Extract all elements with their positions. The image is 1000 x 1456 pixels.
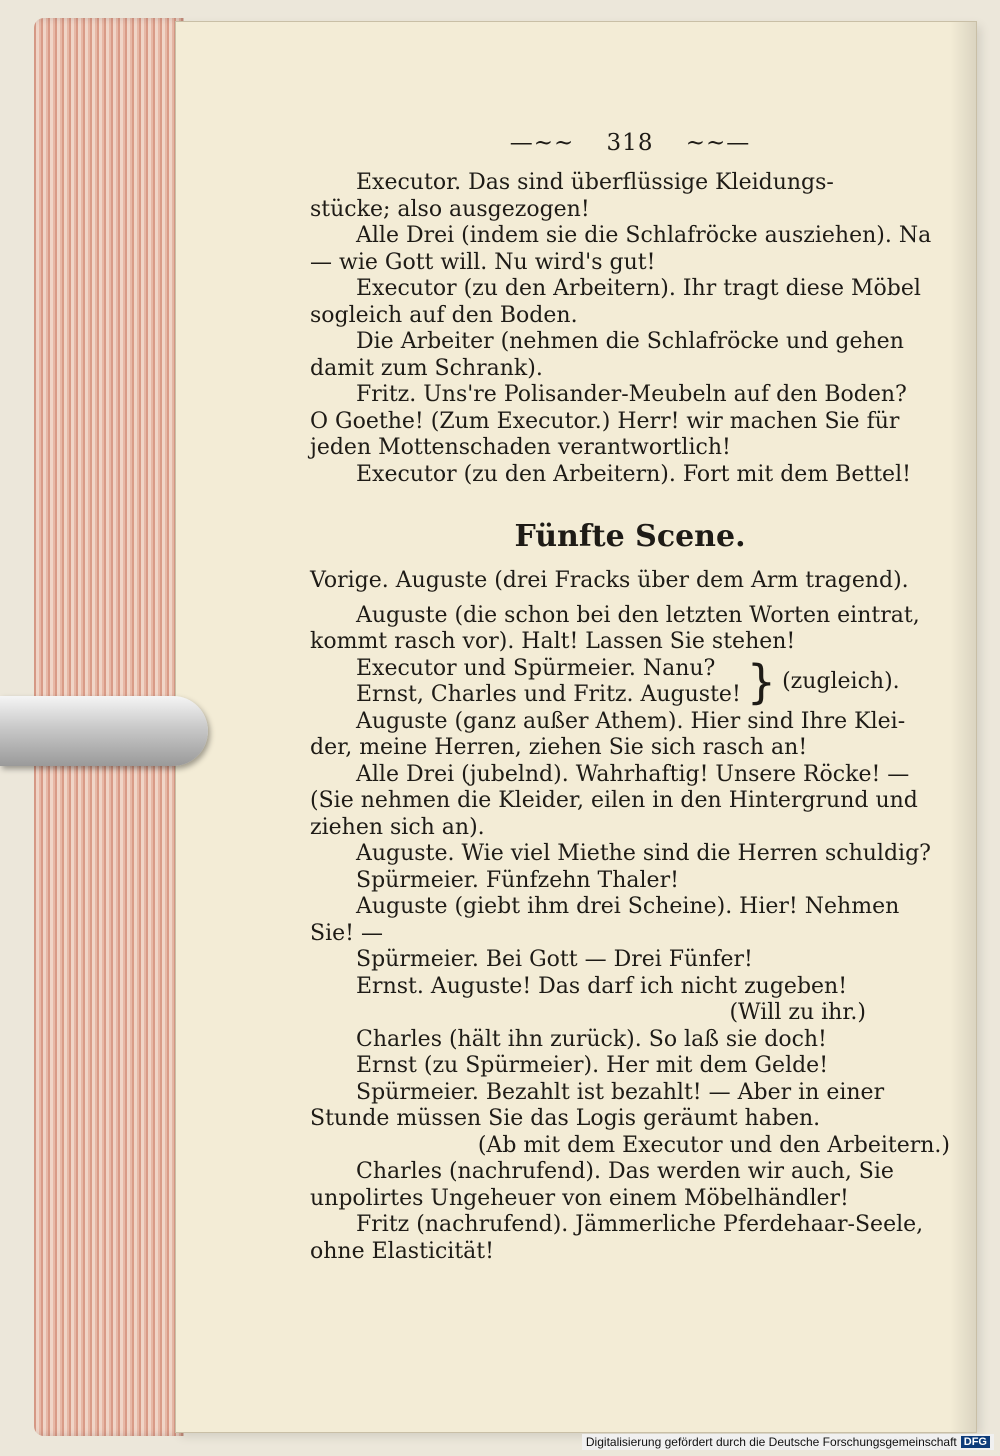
page-number — [310, 130, 950, 156]
text-line: Stunde müssen Sie das Logis geräumt haben. — [310, 1106, 821, 1131]
text-line: Die Arbeiter (nehmen die Schlafröcke und gehen — [356, 329, 904, 354]
text-line: ohne Elasticität! — [310, 1238, 494, 1264]
text-line: jeden Mottenschaden verantwortlich! — [310, 435, 731, 460]
text-line: Executor. Das sind überflüssige Kleidungs- — [356, 170, 834, 195]
text-line: kommt rasch vor). Halt! Lassen Sie stehen! — [310, 629, 796, 654]
dfg-logo: DFG — [961, 1436, 990, 1448]
text-line: Executor (zu den Arbeitern). Ihr tragt diese Möbel — [356, 276, 921, 301]
text-line: Executor (zu den Arbeitern). Fort mit dem Bettel! — [356, 461, 911, 487]
simultaneous-speech — [310, 656, 950, 709]
page-number-value: 318 — [606, 130, 654, 156]
text-line: Fritz. Uns're Polisander-Meubeln auf den Boden? — [356, 382, 907, 407]
dialogue-before-scene — [310, 170, 950, 488]
page-text — [310, 130, 950, 1265]
text-line: Sie! — — [310, 920, 383, 946]
footer-text: Digitalisierung gefördert durch die Deutsche Forschungsgemeinschaft — [585, 1435, 957, 1449]
text-line: Auguste (giebt ihm drei Scheine). Hier! Nehmen — [356, 894, 900, 919]
page-gutter-shadow — [950, 22, 976, 1432]
text-line: Auguste. Wie viel Miethe sind die Herren schuldig? — [356, 841, 931, 866]
text-line: Spürmeier. Fünfzehn Thaler! — [356, 867, 679, 893]
text-line: Alle Drei (indem sie die Schlafröcke ausziehen). Na — [356, 223, 932, 248]
text-line: Alle Drei (jubelnd). Wahrhaftig! Unsere Röcke! — — [356, 761, 910, 787]
digitization-footer — [582, 1434, 994, 1450]
text-line: — wie Gott will. Nu wird's gut! — [310, 249, 656, 275]
text-line: ziehen sich an). — [310, 814, 485, 840]
text-line: stücke; also ausgezogen! — [310, 196, 590, 222]
text-line: (Sie nehmen die Kleider, eilen in den Hintergrund und — [310, 788, 918, 813]
text-line: Spürmeier. Bei Gott — Drei Fünfer! — [356, 947, 753, 972]
simultaneous-note: (zugleich). — [782, 668, 900, 694]
text-line: Auguste (die schon bei den letzten Worten eintrat, — [356, 602, 920, 628]
text-line: Charles (nachrufend). Das werden wir auch, Sie — [356, 1159, 894, 1184]
book-page — [176, 22, 976, 1432]
text-line: Ernst, Charles und Fritz. Auguste! — [356, 682, 741, 707]
text-line: sogleich auf den Boden. — [310, 302, 578, 328]
text-line: damit zum Schrank). — [310, 355, 543, 381]
text-line: Ernst (zu Spürmeier). Her mit dem Gelde! — [356, 1053, 829, 1078]
text-line: Fritz (nachrufend). Jämmerliche Pferdehaar-Seele, — [356, 1212, 924, 1237]
page-number-ornament-left: —~~ — [509, 130, 575, 156]
text-line: Executor und Spürmeier. Nanu? — [356, 655, 716, 681]
simultaneous-lines — [310, 656, 741, 709]
spacer — [310, 595, 950, 603]
brace-glyph: } — [746, 655, 777, 709]
scene-cast: Vorige. Auguste (drei Fracks über dem Arm tragend). — [310, 568, 909, 593]
text-line: Auguste (ganz außer Athem). Hier sind Ihre Klei- — [356, 708, 906, 734]
text-line: O Goethe! (Zum Executor.) Herr! wir machen Sie für — [310, 408, 900, 434]
text-line: unpolirtes Ungeheuer von einem Möbelhändler! — [310, 1185, 849, 1211]
text-line: Spürmeier. Bezahlt ist bezahlt! — Aber in einer — [356, 1079, 885, 1105]
stage-direction: (Will zu ihr.) — [729, 1000, 866, 1025]
page-number-ornament-right: ~~— — [685, 130, 751, 156]
scene-heading: Fünfte Scene. — [514, 519, 746, 554]
stage-direction: (Ab mit dem Executor und den Arbeitern.) — [477, 1132, 950, 1158]
page-holder-clip — [0, 696, 208, 766]
text-line: Charles (hält ihn zurück). So laß sie doch! — [356, 1026, 827, 1052]
text-line: der, meine Herren, ziehen Sie sich rasch an! — [310, 735, 808, 760]
text-line: Ernst. Auguste! Das darf ich nicht zugeben! — [356, 973, 848, 999]
